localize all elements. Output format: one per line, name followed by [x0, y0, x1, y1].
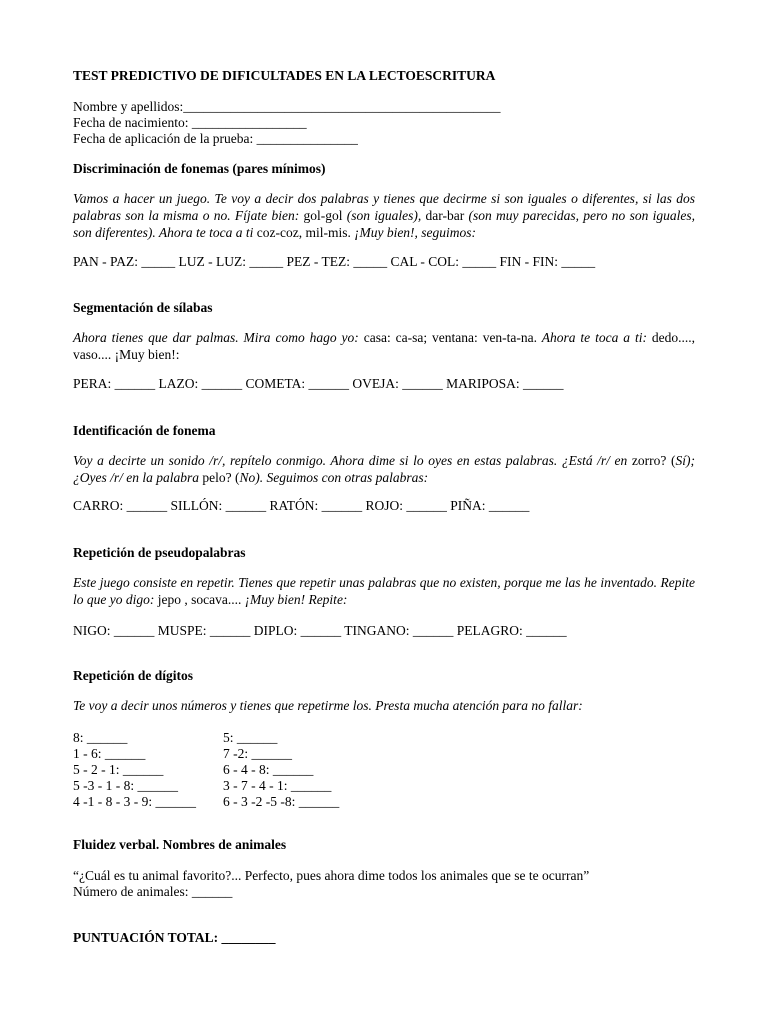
total-score: PUNTUACIÓN TOTAL: ________: [73, 930, 276, 945]
digit-item: 6 - 3 -2 -5 -8: ______: [223, 794, 340, 809]
instructions-pseudoword-repetition: Este juego consiste en repetir. Tienes que repetir unas palabras que no existen, porque me las he inventado. Repite lo que yo digo: jepo , socava.... ¡Muy bien! Repite:: [73, 575, 695, 607]
section-heading-digit-repetition: Repetición de dígitos: [73, 668, 193, 683]
items-phoneme-identification: CARRO: ______ SILLÓN: ______ RATÓN: ______ ROJO: ______ PIÑA: ______: [73, 498, 530, 513]
items-phoneme-discrimination: PAN - PAZ: _____ LUZ - LUZ: _____ PEZ - TEZ: _____ CAL - COL: _____ FIN - FIN: _____: [73, 254, 596, 269]
section-heading-syllable-segmentation: Segmentación de sílabas: [73, 300, 213, 315]
digit-item: 3 - 7 - 4 - 1: ______: [223, 778, 332, 793]
section-heading-phoneme-discrimination: Discriminación de fonemas (pares mínimos): [73, 161, 326, 176]
items-pseudoword-repetition: NIGO: ______ MUSPE: ______ DIPLO: ______ TINGANO: ______ PELAGRO: ______: [73, 623, 567, 638]
instructions-syllable-segmentation: Ahora tienes que dar palmas. Mira como hago yo: casa: ca-sa; ventana: ven-ta-na. Ahora te toca a ti: dedo...., vaso.... ¡Muy bien!:: [73, 330, 695, 362]
instructions-phoneme-identification: Voy a decirte un sonido /r/, repítelo conmigo. Ahora dime si lo oyes en estas palabras. ¿Está /r/ en zorro? (Sí); ¿Oyes /r/ en la palabra pelo? (No). Seguimos con otras palabras:: [73, 453, 695, 485]
section-heading-phoneme-identification: Identificación de fonema: [73, 423, 216, 438]
digit-item: 5 -3 - 1 - 8: ______: [73, 778, 178, 793]
digit-item: 7 -2: ______: [223, 746, 292, 761]
instructions-digit-repetition: Te voy a decir unos números y tienes que repetirme los. Presta mucha atención para no fallar:: [73, 698, 583, 713]
digit-column-left: [73, 730, 223, 810]
section-heading-pseudoword-repetition: Repetición de pseudopalabras: [73, 545, 246, 560]
digit-column-right: [223, 730, 423, 810]
document-title: TEST PREDICTIVO DE DIFICULTADES EN LA LECTOESCRITURA: [73, 68, 496, 83]
digit-item: 8: ______: [73, 730, 128, 745]
verbal-fluency-prompt: “¿Cuál es tu animal favorito?... Perfecto, pues ahora dime todos los animales que se te ocurran”: [73, 868, 590, 883]
digit-item: 5 - 2 - 1: ______: [73, 762, 164, 777]
animal-count-field: Número de animales: ______: [73, 884, 233, 899]
application-date-field: Fecha de aplicación de la prueba: _______________: [73, 131, 358, 146]
digit-item: 6 - 4 - 8: ______: [223, 762, 314, 777]
digit-item: 1 - 6: ______: [73, 746, 146, 761]
digit-item: 5: ______: [223, 730, 278, 745]
digit-item: 4 -1 - 8 - 3 - 9: ______: [73, 794, 196, 809]
items-syllable-segmentation: PERA: ______ LAZO: ______ COMETA: ______ OVEJA: ______ MARIPOSA: ______: [73, 376, 564, 391]
name-field: Nombre y apellidos:_______________________________________________: [73, 99, 501, 114]
birth-date-field: Fecha de nacimiento: _________________: [73, 115, 307, 130]
instructions-phoneme-discrimination: Vamos a hacer un juego. Te voy a decir dos palabras y tienes que decirme si son iguales o diferentes, si las dos palabras son la misma o no. Fíjate bien: gol-gol (son iguales), dar-bar (son muy parecidas, pero no son iguales, son diferentes). Ahora te toca a ti coz-coz, mil-mis. ¡Muy bien!, seguimos:: [73, 191, 695, 240]
section-heading-verbal-fluency: Fluidez verbal. Nombres de animales: [73, 837, 287, 852]
